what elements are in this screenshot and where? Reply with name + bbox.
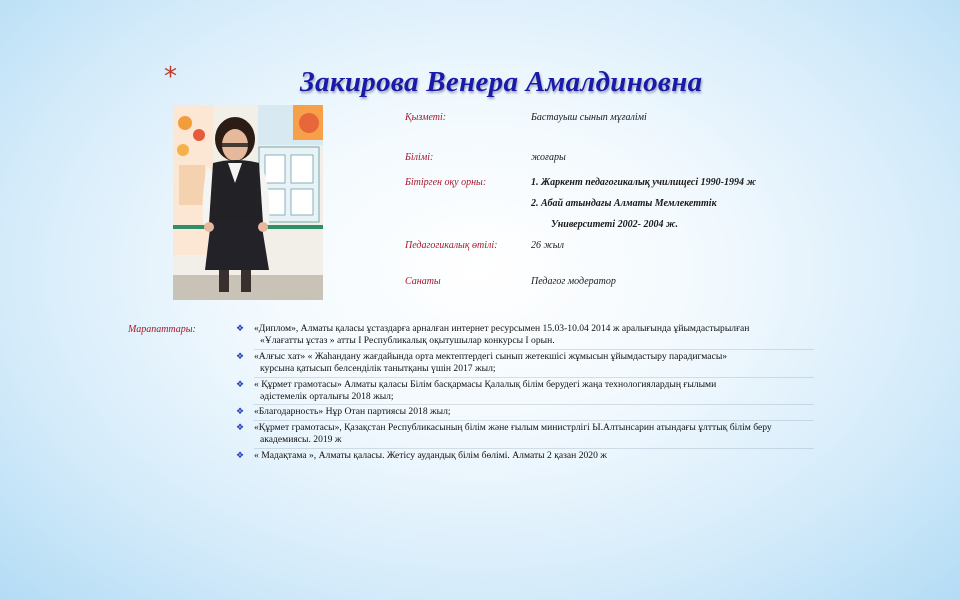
- title-bullet: *: [164, 62, 177, 92]
- divider: [254, 404, 814, 405]
- diamond-bullet-icon: ❖: [236, 450, 245, 461]
- award-line-1: «Құрмет грамотасы», Қазақстан Республикасының білім және ғылым министрлігі Ы.Алтынсарин атындағы ұлттық білім беру: [254, 421, 772, 433]
- divider: [254, 349, 814, 350]
- award-item: [236, 450, 856, 462]
- award-line-2: академиясы. 2019 ж: [260, 434, 342, 446]
- awards-list: [236, 323, 856, 463]
- graduated-line-3: Университеті 2002- 2004 ж.: [551, 219, 678, 230]
- graduated-line-2: 2. Абай атындағы Алматы Мемлекеттік: [531, 198, 717, 209]
- award-item: [236, 379, 856, 404]
- diamond-bullet-icon: ❖: [236, 379, 245, 390]
- teacher-name-title: Закирова Венера Амалдиновна: [300, 66, 703, 98]
- category-label: Санаты: [405, 276, 441, 287]
- category-value: Педагог модератор: [531, 276, 616, 287]
- award-item: [236, 351, 856, 376]
- award-line-1: « Мадақтама », Алматы қаласы. Жетісу аудандық білім бөлімі. Алматы 2 қазан 2020 ж: [254, 449, 607, 461]
- experience-value: 26 жыл: [531, 240, 564, 251]
- award-line-2: курсына қатысып белсенділік танытқаны үшін 2017 жыл;: [260, 363, 496, 375]
- award-line-1: «Алғыс хат» « Жаһандану жағдайында орта мектептердегі сынып жетекшісі жұмысын ұйымдастыру парадигмасы»: [254, 350, 728, 362]
- diamond-bullet-icon: ❖: [236, 351, 245, 362]
- divider: [254, 377, 814, 378]
- experience-label: Педагогикалық өтілі:: [405, 240, 498, 251]
- award-line-1: «Благодарность» Нұр Отан партиясы 2018 жыл;: [254, 406, 451, 418]
- graduated-label: Бітірген оқу орны:: [405, 177, 487, 188]
- award-line-2: «Ұлағатты ұстаз » атты І Республикалық оқытушылар конкурсы І орын.: [260, 335, 555, 347]
- education-value: жоғары: [531, 152, 566, 163]
- position-value: Бастауыш сынып мұғалімі: [531, 112, 647, 123]
- diamond-bullet-icon: ❖: [236, 324, 245, 334]
- award-line-1: « Құрмет грамотасы» Алматы қаласы Білім басқармасы Қалалық білім берудегі жаңа технологиялардың ғылыми: [254, 378, 717, 390]
- award-item: [236, 422, 856, 447]
- position-label: Қызметі:: [405, 112, 447, 123]
- awards-label: Марапаттары:: [128, 324, 196, 335]
- graduated-line-1: 1. Жаркент педагогикалық училищесі 1990-1994 ж: [531, 177, 756, 188]
- education-label: Білімі:: [405, 152, 434, 163]
- award-item: [236, 323, 856, 348]
- award-line-1: «Диплом», Алматы қаласы ұстаздарға арналған интернет ресурсымен 15.03-10.04 2014 ж аралығында ұйымдастырылған: [254, 323, 750, 334]
- divider: [254, 420, 814, 421]
- diamond-bullet-icon: ❖: [236, 422, 245, 433]
- award-line-2: әдістемелік орталығы 2018 жыл;: [260, 391, 394, 403]
- teacher-photo: [173, 105, 323, 300]
- award-item: [236, 406, 856, 418]
- diamond-bullet-icon: ❖: [236, 407, 245, 418]
- divider: [254, 448, 814, 449]
